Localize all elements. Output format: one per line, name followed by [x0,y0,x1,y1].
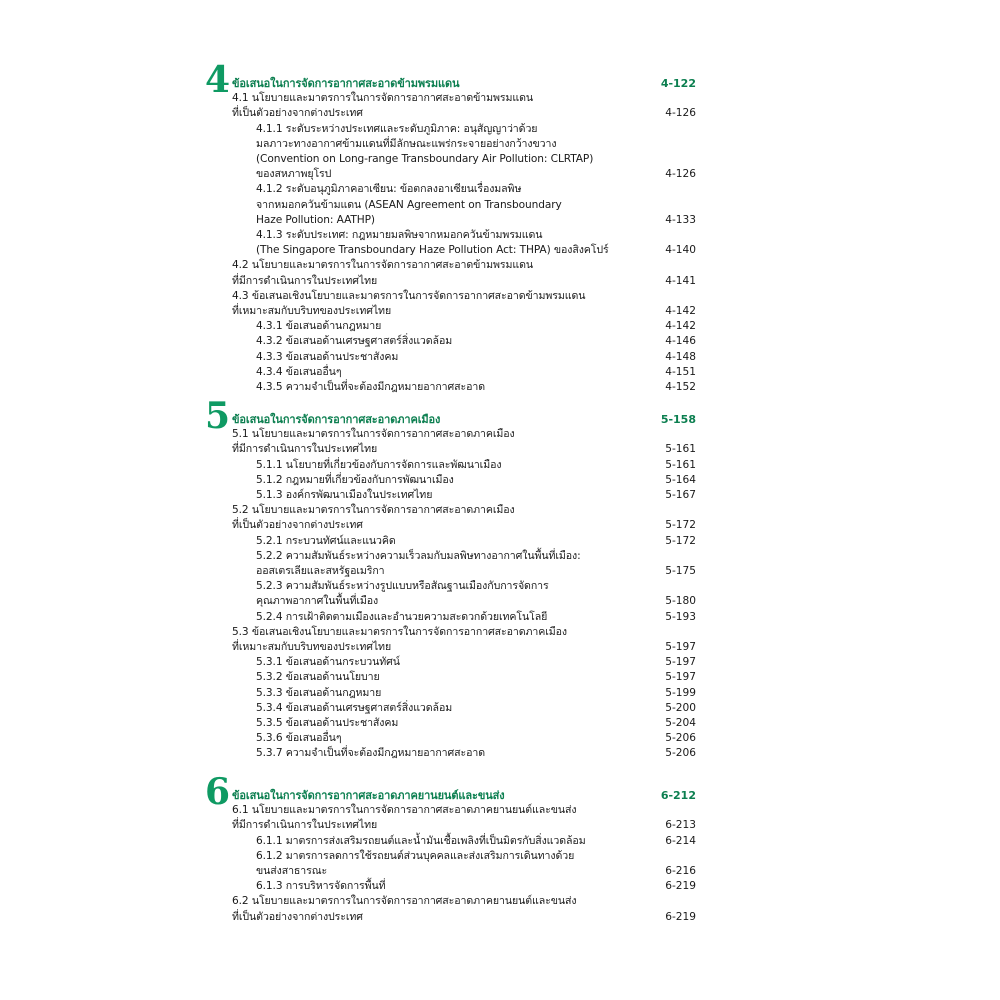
entry-title: 5.3.4 ข้อเสนอด้านเศรษฐศาสตร์สิ่งแวดล้อม [256,701,453,714]
toc-entry[interactable] [0,182,1000,197]
entry-title: ออสเตรเลียและสหรัฐอเมริกา [256,565,385,577]
toc-entry[interactable] [0,442,1000,457]
entry-page-number: 4-133 [665,213,696,226]
entry-title: 5.1 นโยบายและมาตรการในการจัดการอากาศสะอาดภาคเมือง [232,428,515,441]
toc-entry[interactable] [0,91,1000,106]
toc-entry[interactable] [0,803,1000,818]
chapter-number: 6 [205,771,231,813]
entry-title: 5.2.1 กระบวนทัศน์และแนวคิด [256,534,396,547]
toc-entry[interactable] [0,243,1000,258]
entry-title: คุณภาพอากาศในพื้นที่เมือง [256,595,379,608]
entry-title: 5.2.4 การเฝ้าติดตามเมืองและอำนวยความสะดวกด้วยเทคโนโลยี [256,610,548,623]
toc-entry[interactable] [0,849,1000,864]
toc-entry[interactable] [0,625,1000,640]
entry-title: 4.1.2 ระดับอนุภูมิภาคอาเซียน: ข้อตกลงอาเซียนเรื่องมลพิษ [256,183,522,196]
entry-title: 5.3.6 ข้อเสนออื่นๆ [256,732,342,745]
entry-page-number: 5-206 [665,747,696,760]
entry-title: 4.3 ข้อเสนอเชิงนโยบายและมาตรการในการจัดการอากาศสะอาดข้ามพรมแดน [232,289,586,302]
entry-page-number: 5-193 [665,610,696,623]
toc-entry[interactable] [0,834,1000,849]
entry-title: 5.3.7 ความจำเป็นที่จะต้องมีกฎหมายอากาศสะอาด [256,747,486,760]
entry-page-number: 6-216 [665,865,696,877]
toc-entry[interactable] [0,864,1000,879]
entry-page-number: 6-213 [665,819,696,832]
toc-entry[interactable] [0,152,1000,167]
entry-title: ที่เหมาะสมกับบริบทของประเทศไทย [232,305,392,317]
entry-page-number: 5-172 [665,519,696,532]
entry-page-number: 6-219 [665,910,696,923]
toc-entry[interactable] [0,746,1000,761]
toc-entry[interactable] [0,610,1000,625]
toc-entry[interactable] [0,518,1000,533]
entry-page-number: 5-180 [665,595,696,608]
entry-title: 5.3.5 ข้อเสนอด้านประชาสังคม [256,717,399,729]
entry-page-number: 5-197 [665,656,696,669]
toc-entry[interactable] [0,319,1000,334]
entry-page-number: 4-140 [665,244,696,257]
toc-entry[interactable] [0,549,1000,564]
toc-entry[interactable] [0,137,1000,152]
entry-page-number: 5-158 [660,413,696,426]
toc-entry[interactable] [0,289,1000,304]
entry-title: 5.1.3 องค์กรพัฒนาเมืองในประเทศไทย [256,489,433,501]
toc-entry[interactable] [0,716,1000,731]
entry-title: ที่มีการดำเนินการในประเทศไทย [232,443,378,456]
toc-entry[interactable] [0,365,1000,380]
entry-title: 6.1.2 มาตรการลดการใช้รถยนต์ส่วนบุคคลและส่งเสริมการเดินทางด้วย [256,849,575,862]
toc-entry[interactable] [0,380,1000,395]
entry-title: 4.1 นโยบายและมาตรการในการจัดการอากาศสะอาดข้ามพรมแดน [232,92,534,105]
toc-entry[interactable] [0,670,1000,685]
toc-entry[interactable] [0,304,1000,319]
toc-entry[interactable] [0,473,1000,488]
entry-page-number: 4-151 [665,365,696,378]
entry-title: 5.2.3 ความสัมพันธ์ระหว่างรูปแบบหรือสัณฐานเมืองกับการจัดการ [256,580,549,593]
toc-entry[interactable] [0,122,1000,137]
entry-page-number: 6-212 [660,789,696,802]
entry-page-number: 4-146 [665,335,696,348]
entry-page-number: 5-164 [665,473,696,486]
entry-title: ที่เหมาะสมกับบริบทของประเทศไทย [232,641,392,653]
toc-entry[interactable] [0,579,1000,594]
entry-title: 5.3.3 ข้อเสนอด้านกฎหมาย [256,686,382,699]
entry-title: ข้อเสนอในการจัดการอากาศสะอาดข้ามพรมแดน [232,77,460,90]
toc-entry[interactable] [0,640,1000,655]
toc-entry[interactable] [0,731,1000,746]
entry-page-number: 4-126 [665,107,696,120]
toc-entry[interactable] [0,350,1000,365]
entry-title: Haze Pollution: AATHP) [256,213,375,226]
toc-entry[interactable] [0,894,1000,909]
entry-page-number: 4-152 [665,381,696,393]
toc-entry[interactable] [0,213,1000,228]
entry-page-number: 4-122 [660,77,696,90]
toc-entry[interactable] [0,258,1000,273]
entry-page-number: 5-175 [665,565,696,577]
entry-title: ที่มีการดำเนินการในประเทศไทย [232,274,378,287]
entry-title: 4.3.3 ข้อเสนอด้านประชาสังคม [256,350,399,363]
toc-entry[interactable] [0,274,1000,289]
entry-title: 4.3.1 ข้อเสนอด้านกฎหมาย [256,320,382,333]
entry-title: ของสหภาพยุโรป [256,168,332,181]
entry-title: 4.3.5 ความจำเป็นที่จะต้องมีกฎหมายอากาศสะอาด [256,381,486,393]
entry-title: ข้อเสนอในการจัดการอากาศสะอาดภาคเมือง [232,413,441,426]
entry-title: 4.1.3 ระดับประเทศ: กฎหมายมลพิษจากหมอกควันข้ามพรมแดน [256,229,543,241]
entry-title: 4.3.4 ข้อเสนออื่นๆ [256,365,342,378]
entry-page-number: 6-219 [665,880,696,893]
entry-page-number: 4-142 [665,320,696,333]
chapter-title-row[interactable] [0,76,1000,91]
toc-entry[interactable] [0,686,1000,701]
toc-entry[interactable] [0,879,1000,894]
toc-entry[interactable] [0,910,1000,925]
toc-entry[interactable] [0,458,1000,473]
entry-title: ที่มีการดำเนินการในประเทศไทย [232,819,378,832]
entry-title: มลภาวะทางอากาศข้ามแดนที่มีลักษณะแพร่กระจายอย่างกว้างขวาง [256,137,557,150]
entry-title: จากหมอกควันข้ามแดน (ASEAN Agreement on Transboundary [256,198,562,211]
entry-title: 4.1.1 ระดับระหว่างประเทศและระดับภูมิภาค: อนุสัญญาว่าด้วย [256,122,538,135]
entry-page-number: 5-161 [665,443,696,456]
entry-title: 4.3.2 ข้อเสนอด้านเศรษฐศาสตร์สิ่งแวดล้อม [256,335,453,348]
entry-page-number: 5-161 [665,458,696,471]
entry-title: 6.1.1 มาตรการส่งเสริมรถยนต์และน้ำมันเชื้อเพลิงที่เป็นมิตรกับสิ่งแวดล้อม [256,834,586,847]
entry-page-number: 6-214 [665,834,696,847]
entry-page-number: 5-197 [665,641,696,653]
toc-entry[interactable] [0,564,1000,579]
toc-entry[interactable] [0,427,1000,442]
chapter-title-row[interactable] [0,412,1000,427]
entry-title: 5.3.1 ข้อเสนอด้านกระบวนทัศน์ [256,656,400,669]
toc-entry[interactable] [0,198,1000,213]
entry-title: 5.3 ข้อเสนอเชิงนโยบายและมาตรการในการจัดการอากาศสะอาดภาคเมือง [232,625,567,638]
entry-title: 6.2 นโยบายและมาตรการในการจัดการอากาศสะอาดภาคยานยนต์และขนส่ง [232,895,577,908]
entry-title: 5.2.2 ความสัมพันธ์ระหว่างความเร็วลมกับมลพิษทางอากาศในพื้นที่เมือง: [256,549,581,562]
entry-page-number: 4-148 [665,350,696,363]
toc-entry[interactable] [0,701,1000,716]
entry-page-number: 5-167 [665,489,696,501]
entry-page-number: 5-206 [665,732,696,745]
entry-page-number: 4-141 [665,274,696,287]
toc-entry[interactable] [0,167,1000,182]
toc-entry[interactable] [0,488,1000,503]
entry-page-number: 5-172 [665,534,696,547]
toc-entry[interactable] [0,534,1000,549]
entry-page-number: 5-199 [665,686,696,699]
entry-title: ที่เป็นตัวอย่างจากต่างประเทศ [232,910,363,923]
entry-title: ที่เป็นตัวอย่างจากต่างประเทศ [232,107,363,120]
entry-title: ข้อเสนอในการจัดการอากาศสะอาดภาคยานยนต์และขนส่ง [232,789,505,802]
entry-page-number: 5-204 [665,717,696,729]
toc-entry[interactable] [0,594,1000,609]
toc-entry[interactable] [0,503,1000,518]
entry-page-number: 4-142 [665,305,696,317]
entry-title: ที่เป็นตัวอย่างจากต่างประเทศ [232,519,363,532]
entry-title: (The Singapore Transboundary Haze Pollution Act: THPA) ของสิงคโปร์ [256,244,609,257]
toc-entry[interactable] [0,334,1000,349]
chapter-number: 4 [205,59,231,101]
entry-title: 5.2 นโยบายและมาตรการในการจัดการอากาศสะอาดภาคเมือง [232,504,515,517]
entry-title: 4.2 นโยบายและมาตรการในการจัดการอากาศสะอาดข้ามพรมแดน [232,259,534,272]
entry-title: (Convention on Long-range Transboundary Air Pollution: CLRTAP) [256,153,594,165]
entry-page-number: 5-197 [665,671,696,684]
entry-page-number: 5-200 [665,701,696,714]
toc-entry[interactable] [0,818,1000,833]
entry-page-number: 4-126 [665,168,696,181]
chapter-number: 5 [205,395,231,437]
chapter-title-row[interactable] [0,788,1000,803]
toc-entry[interactable] [0,106,1000,121]
toc-entry[interactable] [0,228,1000,243]
entry-title: 5.1.1 นโยบายที่เกี่ยวข้องกับการจัดการและพัฒนาเมือง [256,458,502,471]
entry-title: 5.3.2 ข้อเสนอด้านนโยบาย [256,671,380,684]
entry-title: ขนส่งสาธารณะ [256,865,328,877]
entry-title: 6.1 นโยบายและมาตรการในการจัดการอากาศสะอาดภาคยานยนต์และขนส่ง [232,804,577,817]
toc-entry[interactable] [0,655,1000,670]
entry-title: 6.1.3 การบริหารจัดการพื้นที่ [256,880,386,893]
entry-title: 5.1.2 กฎหมายที่เกี่ยวข้องกับการพัฒนาเมือง [256,473,454,486]
